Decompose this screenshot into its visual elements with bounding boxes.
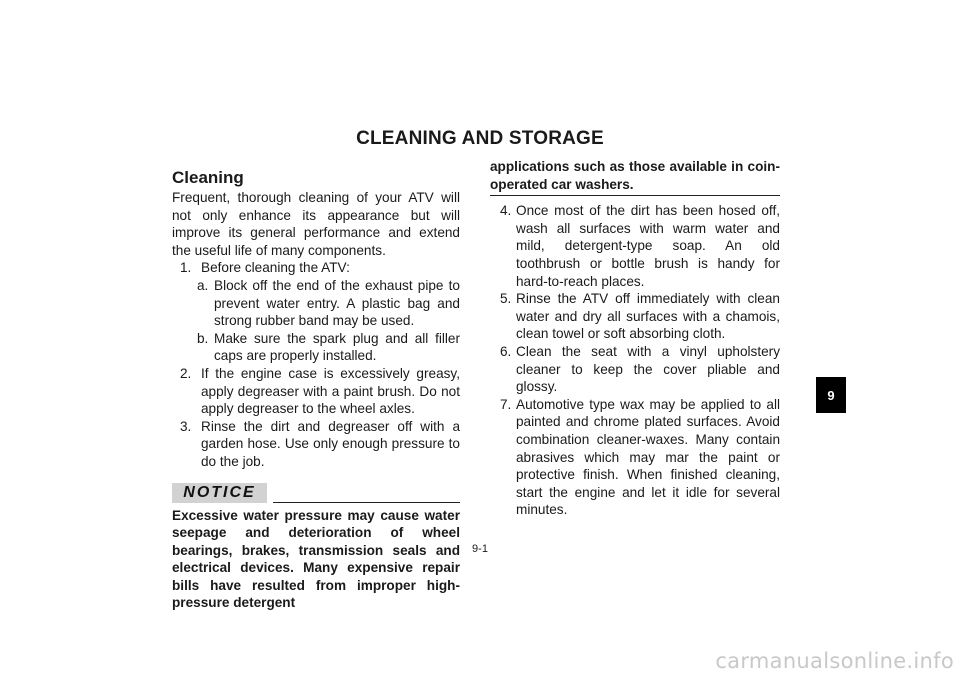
substep-text: Make sure the spark plug and all filler caps are properly installed. xyxy=(214,330,460,364)
step-text: Rinse the dirt and degreaser off with a garden hose. Use only enough pressure to do the job. xyxy=(201,418,460,469)
notice-label: NOTICE xyxy=(172,483,267,503)
intro-paragraph: Frequent, thorough cleaning of your ATV will not only enhance its appearance but will improve its general performance and extend the useful life of many components. xyxy=(172,190,460,258)
substep-text: Block off the end of the exhaust pipe to prevent water entry. A plastic bag and strong rubber band may be used. xyxy=(214,277,460,329)
step-text: Rinse the ATV off immediately with clean water and dry all surfaces with a chamois, clean towel or soft absorbing cloth. xyxy=(516,291,780,342)
step-text: Once most of the dirt has been hosed off, wash all surfaces with warm water and mild, detergent-type soap. An old toothbrush or bottle brush is handy for hard-to-reach places. xyxy=(516,203,780,289)
step-7 xyxy=(490,396,780,519)
step-3 xyxy=(172,418,460,471)
step-number: 2. xyxy=(180,365,192,381)
chapter-tab: 9 xyxy=(816,377,846,413)
step-text: Clean the seat with a vinyl upholstery cleaner to keep the cover pliable and glossy. xyxy=(516,343,780,395)
watermark: carmanualsonline.info xyxy=(715,649,954,673)
step-5 xyxy=(490,290,780,343)
step-number: 7. xyxy=(500,396,512,412)
notice-end-rule xyxy=(490,195,780,196)
step-4 xyxy=(490,202,780,290)
step-number: 5. xyxy=(500,291,512,307)
step-1 xyxy=(172,259,460,277)
notice-header xyxy=(172,481,460,503)
page-number: 9-1 xyxy=(472,543,488,555)
step-number: 6. xyxy=(500,343,512,359)
step-number: 3. xyxy=(180,418,192,434)
step-2 xyxy=(172,365,460,418)
substep-letter: b. xyxy=(197,330,209,346)
substep-letter: a. xyxy=(197,277,209,293)
substep-b xyxy=(172,330,460,365)
notice-rule xyxy=(273,502,460,503)
step-text: Automotive type wax may be applied to all painted and chrome plated surfaces. Avoid combination cleaner-waxes. Many contain abrasives which may mar the paint or protective finish. When finished cleaning, start the engine and let it idle for several minutes. xyxy=(516,396,780,518)
substep-a xyxy=(172,277,460,330)
step-number: 4. xyxy=(500,203,512,219)
step-6 xyxy=(490,343,780,396)
notice-continued-text: applications such as those available in coin-operated car washers. xyxy=(490,159,780,192)
right-column xyxy=(490,158,780,519)
step-number: 1. xyxy=(180,260,192,276)
step-text: Before cleaning the ATV: xyxy=(201,260,350,276)
notice-text: Excessive water pressure may cause water seepage and deterioration of wheel bearings, brakes, transmission seals and electrical devices. Many expensive repair bills have resulted from improper high-pressure detergent xyxy=(172,507,460,611)
section-heading: Cleaning xyxy=(172,168,244,187)
page-title: CLEANING AND STORAGE xyxy=(356,128,604,149)
step-text: If the engine case is excessively greasy, apply degreaser with a paint brush. Do not apply degreaser to the wheel axles. xyxy=(201,365,460,417)
